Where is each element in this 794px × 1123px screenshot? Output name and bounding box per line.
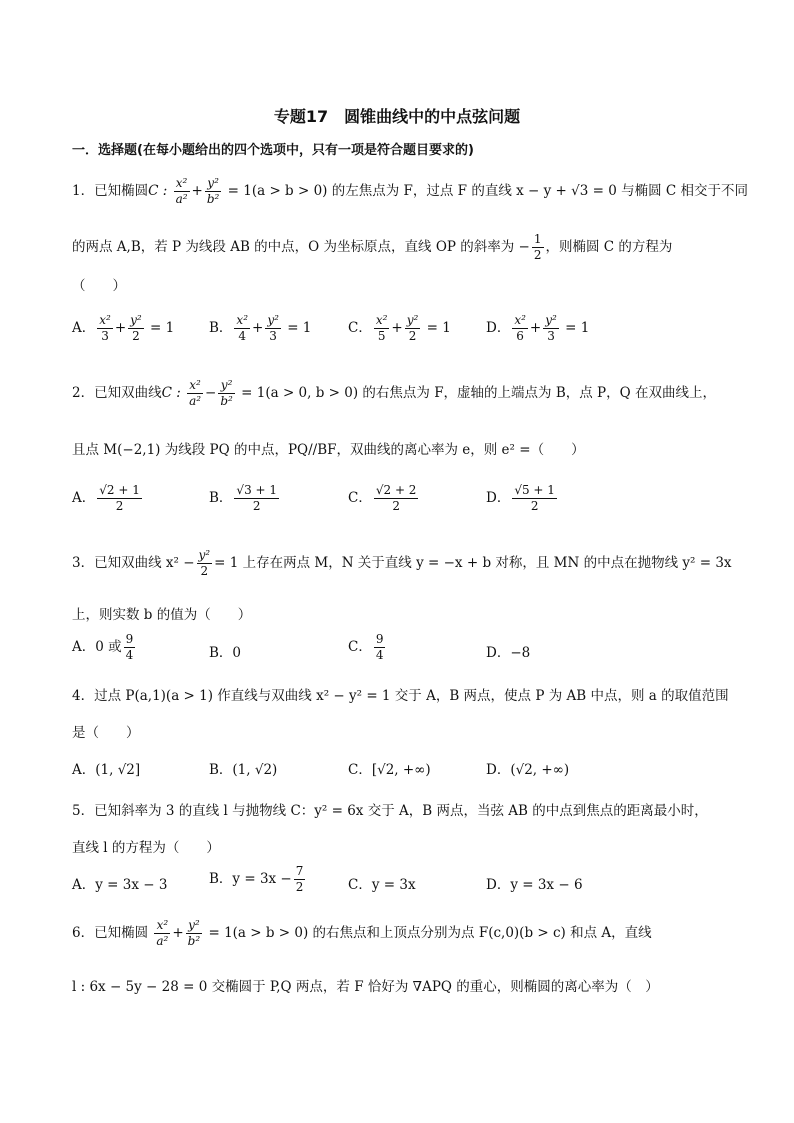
q6-line-1: 6．已知椭圆 $\frac{\text{x²}}{\text{a²}}$ + $\frac{\text{y²}}{\text{b²}}$ = 1(a > b > 0) 的右焦点和上顶点分别为点 F(c,0)(b > c) 和点 A，直线 — [72, 918, 652, 948]
q3-option-a[interactable]: A．0 或 $\frac{9}{4}$ — [72, 632, 134, 662]
q5-option-d[interactable]: D．y = 3x − 6 — [486, 877, 583, 893]
q4-option-b[interactable]: B．(1, √2) — [209, 762, 278, 778]
q4-option-d[interactable]: D．(√2, +∞) — [486, 762, 570, 778]
q1-line-3: （ ） — [72, 278, 126, 294]
q1-option-a[interactable]: A． $\frac{\text{x²}}{3}$ + $\frac{\text{y²}}{2}$ = 1 — [72, 313, 175, 343]
q2-option-d[interactable]: D． $\frac{√5 + 1}{2}$ — [486, 483, 555, 513]
q5-option-c[interactable]: C．y = 3x — [348, 877, 416, 893]
q2-line-2: 且点 M(−2,1) 为线段 PQ 的中点，PQ//BF，双曲线的离心率为 e，则 e² =（ ） — [72, 442, 585, 458]
q3-option-d[interactable]: D．−8 — [486, 645, 531, 661]
q4-line-2: 是（ ） — [72, 725, 140, 741]
q1-option-d[interactable]: D． $\frac{\text{x²}}{6}$ + $\frac{\text{y²}}{3}$ = 1 — [486, 313, 590, 343]
q4-option-c[interactable]: C．[√2, +∞) — [348, 762, 431, 778]
q3-line-2: 上，则实数 b 的值为（ ） — [72, 607, 252, 623]
q6-line-2: l : 6x − 5y − 28 = 0 交椭圆于 P,Q 两点，若 F 恰好为 ∇APQ 的重心，则椭圆的离心率为（ ） — [72, 979, 659, 995]
q1-option-c[interactable]: C． $\frac{\text{x²}}{5}$ + $\frac{\text{y²}}{2}$ = 1 — [348, 313, 451, 343]
section-heading: 一．选择题(在每小题给出的四个选项中，只有一项是符合题目要求的) — [72, 143, 474, 158]
q5-option-a[interactable]: A．y = 3x − 3 — [72, 877, 168, 893]
q1-line-2: 的两点 A,B，若 P 为线段 AB 的中点，O 为坐标原点，直线 OP 的斜率为 − $\frac{1}{2}$ ，则椭圆 C 的方程为 — [72, 232, 673, 262]
q5-option-b[interactable]: B．y = 3x − $\frac{7}{2}$ — [209, 864, 304, 894]
q5-line-1: 5．已知斜率为 3 的直线 l 与抛物线 C：y² = 6x 交于 A，B 两点，当弦 AB 的中点到焦点的距离最小时， — [72, 803, 708, 819]
q2-option-b[interactable]: B． $\frac{√3 + 1}{2}$ — [209, 483, 278, 513]
q2-line-1: 2．已知双曲线C : $\frac{\text{x²}}{\text{a²}}$ − $\frac{\text{y²}}{\text{b²}}$ = 1(a > 0, b > 0) 的右焦点为 F，虚轴的上端点为 B，点 P，Q 在双曲线上， — [72, 378, 716, 408]
page-title: 专题17 圆锥曲线中的中点弦问题 — [273, 107, 521, 126]
q1-line-1: 1．已知椭圆C : $\frac{\text{x²}}{\text{a²}}$ + $\frac{\text{y²}}{\text{b²}}$ = 1(a > b > 0) 的左焦点为 F，过点 F 的直线 x − y + √3 = 0 与椭圆 C 相交于不同 — [72, 176, 749, 206]
q2-option-a[interactable]: A． $\frac{√2 + 1}{2}$ — [72, 483, 140, 513]
q3-option-c[interactable]: C． $\frac{9}{4}$ — [348, 632, 384, 662]
q3-line-1: 3．已知双曲线 x² − $\frac{\text{y²}}{2}$ = 1 上存在两点 M，N 关于直线 y = −x + b 对称，且 MN 的中点在抛物线 y² = 3x — [72, 548, 732, 578]
q4-option-a[interactable]: A．(1, √2] — [72, 762, 141, 778]
q5-line-2: 直线 l 的方程为（ ） — [72, 840, 220, 856]
q2-option-c[interactable]: C． $\frac{√2 + 2}{2}$ — [348, 483, 417, 513]
q3-option-b[interactable]: B．0 — [209, 645, 242, 661]
q4-line-1: 4．过点 P(a,1)(a > 1) 作直线与双曲线 x² − y² = 1 交于 A，B 两点，使点 P 为 AB 中点，则 a 的取值范围 — [72, 688, 729, 704]
q1-option-b[interactable]: B． $\frac{\text{x²}}{4}$ + $\frac{\text{y²}}{3}$ = 1 — [209, 313, 312, 343]
